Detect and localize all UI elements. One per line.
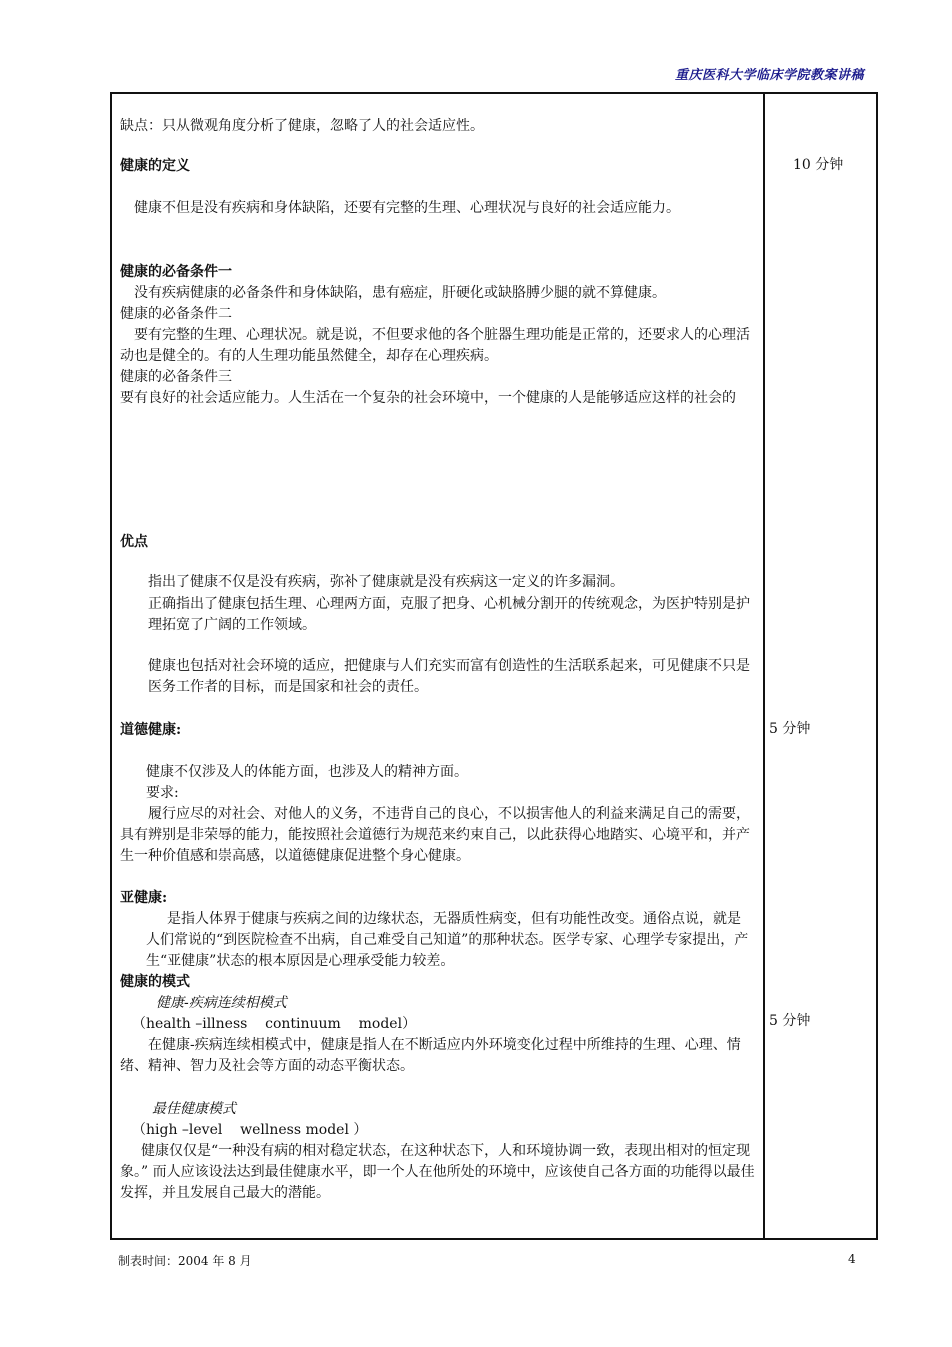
- condition1-text: 没有疾病健康的必备条件和身体缺陷，患有癌症，肝硬化或缺胳膊少腿的就不算健康。: [134, 285, 666, 301]
- model2-text: 健康仅仅是“一种没有病的相对稳定状态，在这种状态下，人和环境协调一致，表现出相对的恒定现象。” 而人应该设法达到最佳健康水平，即一个人在他所处的环境中，应该使自己各方面的功能得以最佳发挥，并且发展自己最大的潜能。: [120, 1143, 755, 1201]
- condition1-heading: 健康的必备条件一: [120, 264, 232, 280]
- model1-text: 在健康-疾病连续相模式中，健康是指人在不断适应内外环境变化过程中所维持的生理、心理、情绪、精神、智力及社会等方面的动态平衡状态。: [120, 1037, 741, 1074]
- content-column: [112, 94, 763, 1238]
- page-number: 4: [848, 1252, 856, 1266]
- time-label-3: 5 分钟: [769, 1013, 811, 1029]
- moral-text-3: 履行应尽的对社会、对他人的义务，不违背自己的良心，不以损害他人的利益来满足自己的需要，具有辨别是非荣辱的能力，能按照社会道德行为规范来约束自己，以此获得心地踏实、心境平和，并产生一种价值感和崇高感，以道德健康促进整个身心健康。: [120, 806, 750, 864]
- column-divider: [763, 94, 765, 1238]
- time-label-2: 5 分钟: [769, 721, 811, 737]
- definition-text: 健康不但是没有疾病和身体缺陷，还要有完整的生理、心理状况与良好的社会适应能力。: [134, 200, 680, 216]
- moral-text-1: 健康不仅涉及人的体能方面，也涉及人的精神方面。: [146, 764, 468, 780]
- model1-english: （health –illness continuum model）: [132, 1016, 417, 1032]
- condition2-heading: 健康的必备条件二: [120, 306, 232, 322]
- footer-date: 制表时间：2004 年 8 月: [118, 1254, 252, 1268]
- moral-heading: 道德健康:: [120, 722, 182, 738]
- merit-heading: 优点: [120, 534, 148, 550]
- condition2-text: 要有完整的生理、心理状况。就是说，不但要求他的各个脏器生理功能是正常的，还要求人的心理活动也是健全的。有的人生理功能虽然健全，却存在心理疾病。: [120, 327, 750, 364]
- merit-text-3: 健康也包括对社会环境的适应，把健康与人们充实而富有创造性的生活联系起来，可见健康不只是医务工作者的目标，而是国家和社会的责任。: [148, 658, 750, 695]
- moral-text-2: 要求:: [146, 785, 179, 801]
- models-heading: 健康的模式: [120, 974, 190, 990]
- model2-title: 最佳健康模式: [152, 1101, 236, 1117]
- flaw-text: 缺点：只从微观角度分析了健康，忽略了人的社会适应性。: [120, 118, 484, 134]
- header-title: 重庆医科大学临床学院教案讲稿: [674, 68, 864, 83]
- time-label-1: 10 分钟: [793, 157, 844, 173]
- model2-english: （high –level wellness model ）: [132, 1122, 368, 1138]
- condition3-text: 要有良好的社会适应能力。人生活在一个复杂的社会环境中，一个健康的人是能够适应这样的社会的: [120, 390, 736, 406]
- subhealth-text: 是指人体界于健康与疾病之间的边缘状态，无器质性病变，但有功能性改变。通俗点说，就是人们常说的“到医院检查不出病，自己难受自己知道”的那种状态。医学专家、心理学专家提出，产生“亚健康”状态的根本原因是心理承受能力较差。: [146, 911, 749, 969]
- definition-heading: 健康的定义: [120, 158, 190, 174]
- lesson-table: [110, 92, 878, 1240]
- model1-title: 健康-疾病连续相模式: [156, 995, 287, 1011]
- subhealth-heading: 亚健康:: [120, 890, 168, 906]
- merit-text-1: 指出了健康不仅是没有疾病，弥补了健康就是没有疾病这一定义的许多漏洞。: [148, 574, 624, 590]
- merit-text-2: 正确指出了健康包括生理、心理两方面，克服了把身、心机械分割开的传统观念，为医护特别是护理拓宽了广阔的工作领域。: [148, 596, 750, 633]
- condition3-heading: 健康的必备条件三: [120, 369, 232, 385]
